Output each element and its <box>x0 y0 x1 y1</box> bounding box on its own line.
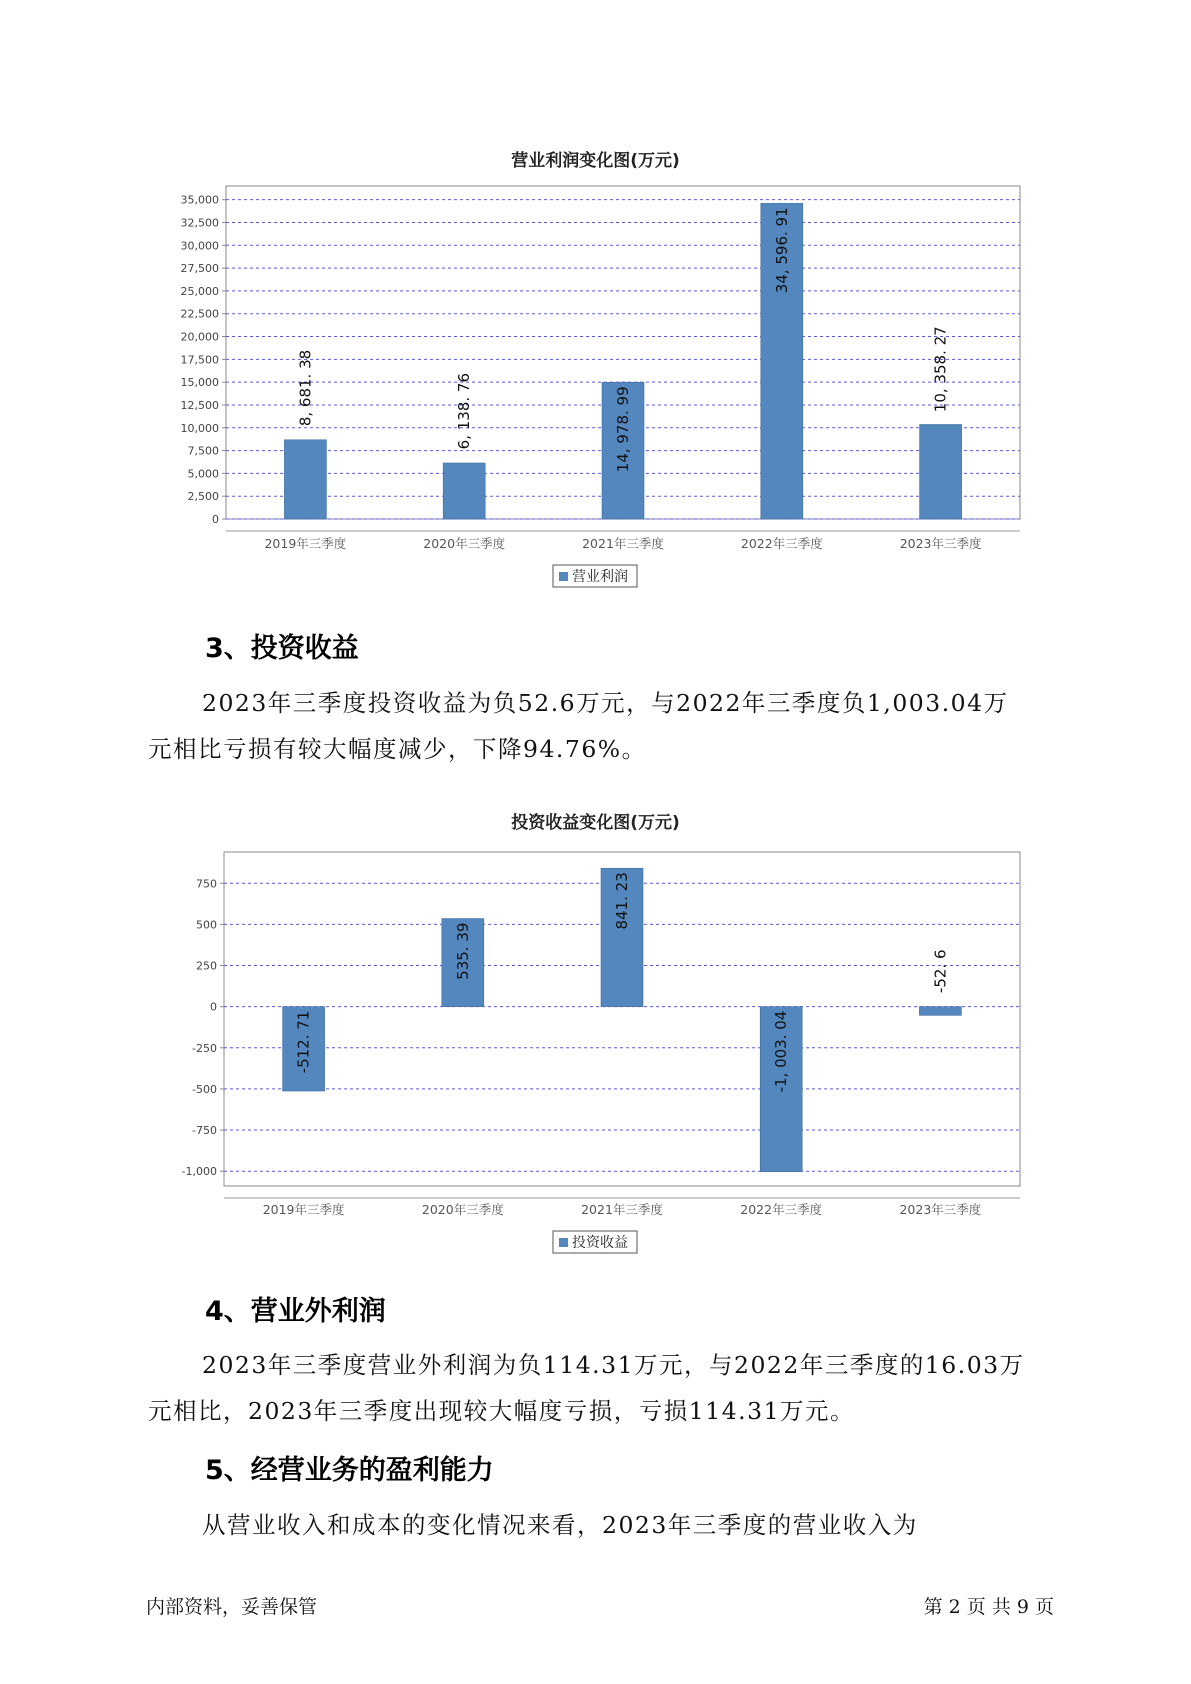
y-tick-label: 5,000 <box>187 467 219 481</box>
y-tick-label: 30,000 <box>180 239 219 253</box>
data-label: 6, 138. 76 <box>455 372 474 450</box>
y-tick-label: 20,000 <box>180 330 219 344</box>
y-tick-label: 750 <box>196 877 217 891</box>
legend-label: 投资收益 <box>572 1235 628 1251</box>
y-tick-label: -250 <box>192 1041 217 1055</box>
y-tick-label: 0 <box>210 1000 217 1014</box>
y-tick-label: 2,500 <box>187 490 219 504</box>
footer-page-number: 第 2 页 共 9 页 <box>923 1596 1054 1618</box>
category-label: 2021年三季度 <box>581 1202 663 1217</box>
data-label: -512. 71 <box>294 1010 313 1074</box>
data-label: 14, 978. 99 <box>614 386 632 473</box>
data-label: -1, 003. 04 <box>772 1010 791 1093</box>
paragraph-line: 元相比，2023年三季度出现较大幅度亏损，亏损114.31万元。 <box>148 1397 856 1425</box>
y-tick-label: 250 <box>196 959 217 973</box>
y-tick-label: 17,500 <box>180 353 219 367</box>
legend-label: 营业利润 <box>572 569 628 585</box>
category-label: 2023年三季度 <box>899 1202 982 1217</box>
category-label: 2021年三季度 <box>582 536 664 551</box>
category-label: 2022年三季度 <box>740 1202 823 1217</box>
y-tick-label: 12,500 <box>180 398 219 412</box>
data-label: 34, 596. 91 <box>772 207 791 294</box>
y-tick-label: 22,500 <box>180 307 219 321</box>
category-label: 2020年三季度 <box>421 1202 504 1217</box>
paragraph-line: 元相比亏损有较大幅度减少，下降94.76%。 <box>148 735 647 763</box>
section-heading-investment-income: 3、投资收益 <box>205 633 359 664</box>
y-tick-label: 32,500 <box>180 216 219 230</box>
profitability-paragraph <box>148 1502 1068 1548</box>
y-tick-label: 27,500 <box>180 262 219 276</box>
y-tick-label: -750 <box>192 1124 217 1138</box>
category-label: 2019年三季度 <box>264 536 347 551</box>
legend-swatch <box>559 1238 568 1247</box>
paragraph-line: 从营业收入和成本的变化情况来看，2023年三季度的营业收入为 <box>202 1511 918 1539</box>
y-tick-label: 25,000 <box>180 284 219 298</box>
chart-title: 投资收益变化图(万元) <box>511 813 680 833</box>
y-tick-label: -1,000 <box>181 1165 217 1179</box>
data-label: 535. 39 <box>453 922 472 980</box>
paragraph-line: 2023年三季度投资收益为负52.6万元，与2022年三季度负1,003.04万 <box>202 689 1009 717</box>
y-tick-label: 0 <box>212 513 219 526</box>
y-tick-label: 35,000 <box>180 193 219 207</box>
y-tick-label: 15,000 <box>180 376 219 390</box>
paragraph-line: 2023年三季度营业外利润为负114.31万元，与2022年三季度的16.03万 <box>202 1351 1025 1379</box>
data-label: 10, 358. 27 <box>931 326 950 413</box>
category-label: 2023年三季度 <box>899 536 982 551</box>
y-tick-label: -500 <box>192 1082 217 1096</box>
bar <box>919 1007 961 1016</box>
footer-left-note: 内部资料，妥善保管 <box>146 1596 318 1618</box>
non-operating-profit-paragraph <box>148 1342 1068 1434</box>
chart-title: 营业利润变化图(万元) <box>511 151 680 171</box>
section-heading-non-operating-profit: 4、营业外利润 <box>205 1296 386 1327</box>
y-tick-label: 7,500 <box>187 444 219 458</box>
category-label: 2019年三季度 <box>262 1202 345 1217</box>
y-tick-label: 10,000 <box>180 421 219 435</box>
category-label: 2020年三季度 <box>423 536 506 551</box>
data-label: 841. 23 <box>613 872 631 930</box>
data-label: -52. 6 <box>931 949 950 994</box>
section-heading-profitability: 5、经营业务的盈利能力 <box>205 1455 494 1486</box>
y-tick-label: 500 <box>196 918 217 932</box>
category-label: 2022年三季度 <box>740 536 823 551</box>
data-label: 8, 681. 38 <box>296 349 315 427</box>
